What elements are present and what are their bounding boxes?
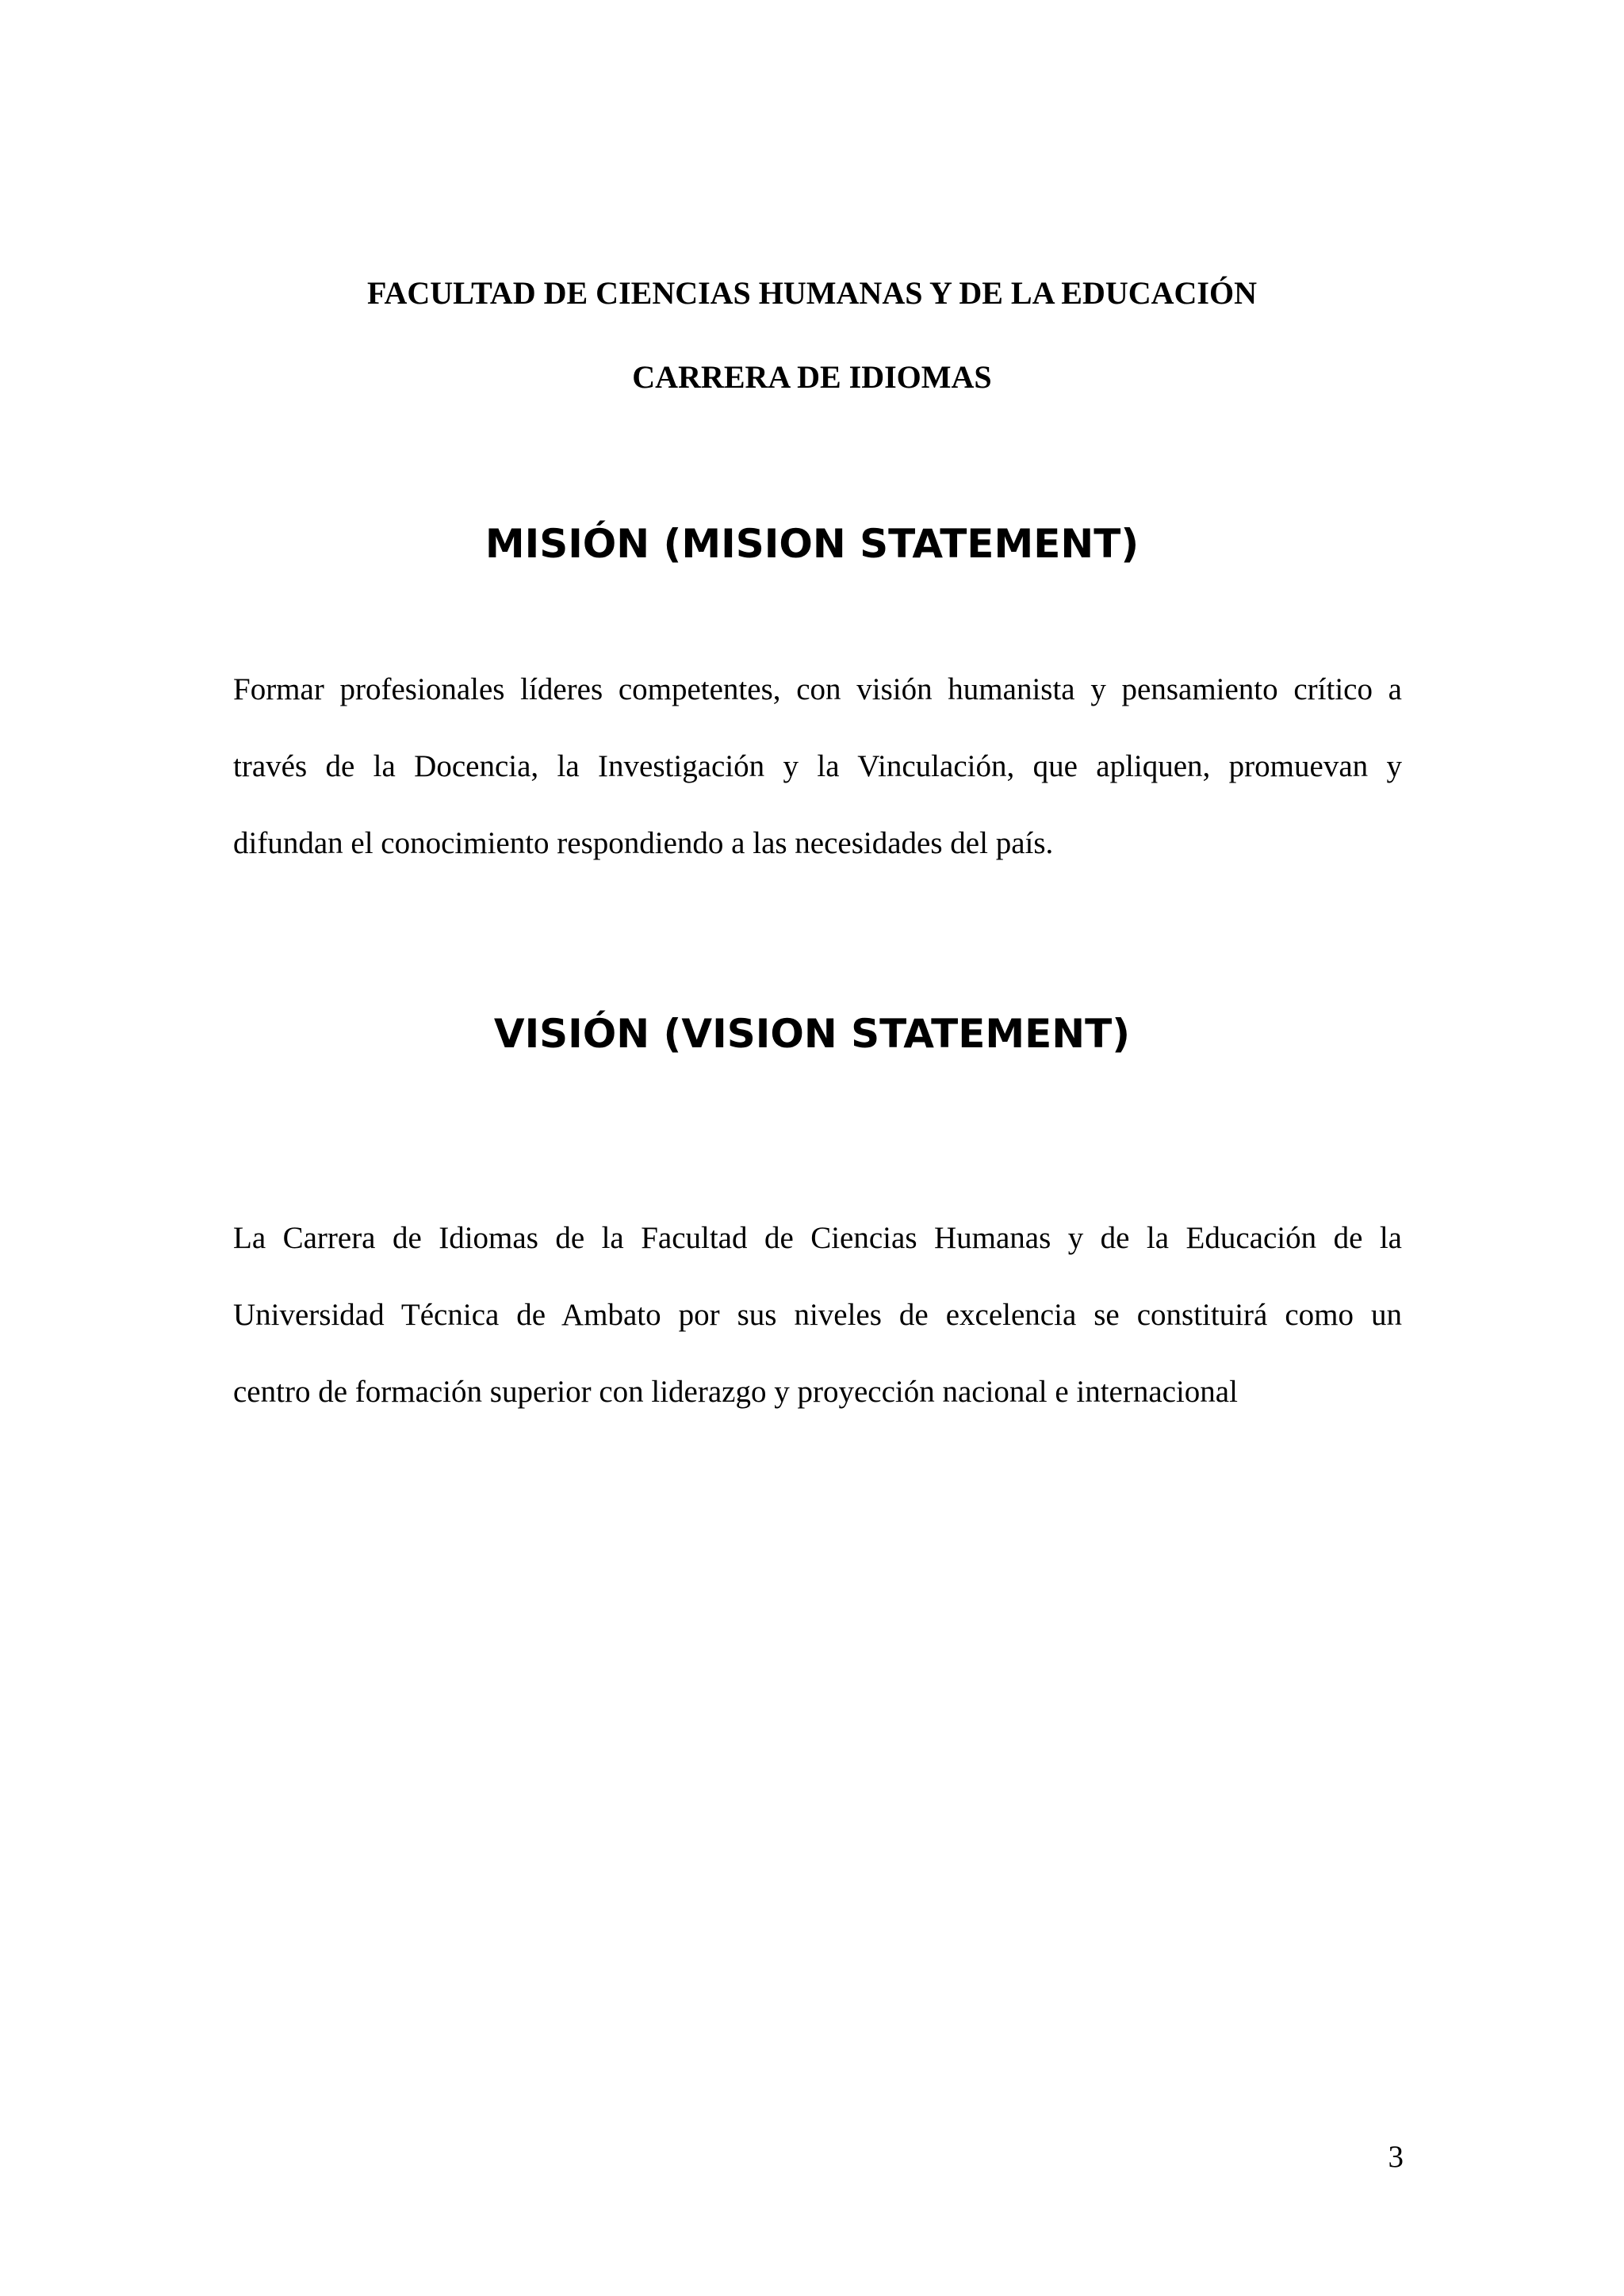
program-title: CARRERA DE IDIOMAS — [632, 359, 992, 395]
faculty-title: FACULTAD DE CIENCIAS HUMANAS Y DE LA EDUCACIÓN — [367, 275, 1257, 311]
mision-text-line: Formar profesionales líderes competentes, con visión humanista y pensamiento crítico a — [233, 672, 1402, 706]
mision-heading: MISIÓN (MISION STATEMENT) — [485, 521, 1139, 567]
vision-text-line: centro de formación superior con liderazgo y proyección nacional e internacional — [233, 1375, 1238, 1409]
mision-text-line: difundan el conocimiento respondiendo a las necesidades del país. — [233, 826, 1054, 860]
vision-heading: VISIÓN (VISION STATEMENT) — [493, 1011, 1131, 1057]
mision-text-line: través de la Docencia, la Investigación y la Vinculación, que apliquen, promuevan y — [233, 749, 1402, 783]
page-number: 3 — [1388, 2140, 1404, 2174]
vision-text-line: Universidad Técnica de Ambato por sus niveles de excelencia se constituirá como un — [233, 1298, 1402, 1332]
vision-text-line: La Carrera de Idiomas de la Facultad de Ciencias Humanas y de la Educación de la — [233, 1221, 1402, 1255]
